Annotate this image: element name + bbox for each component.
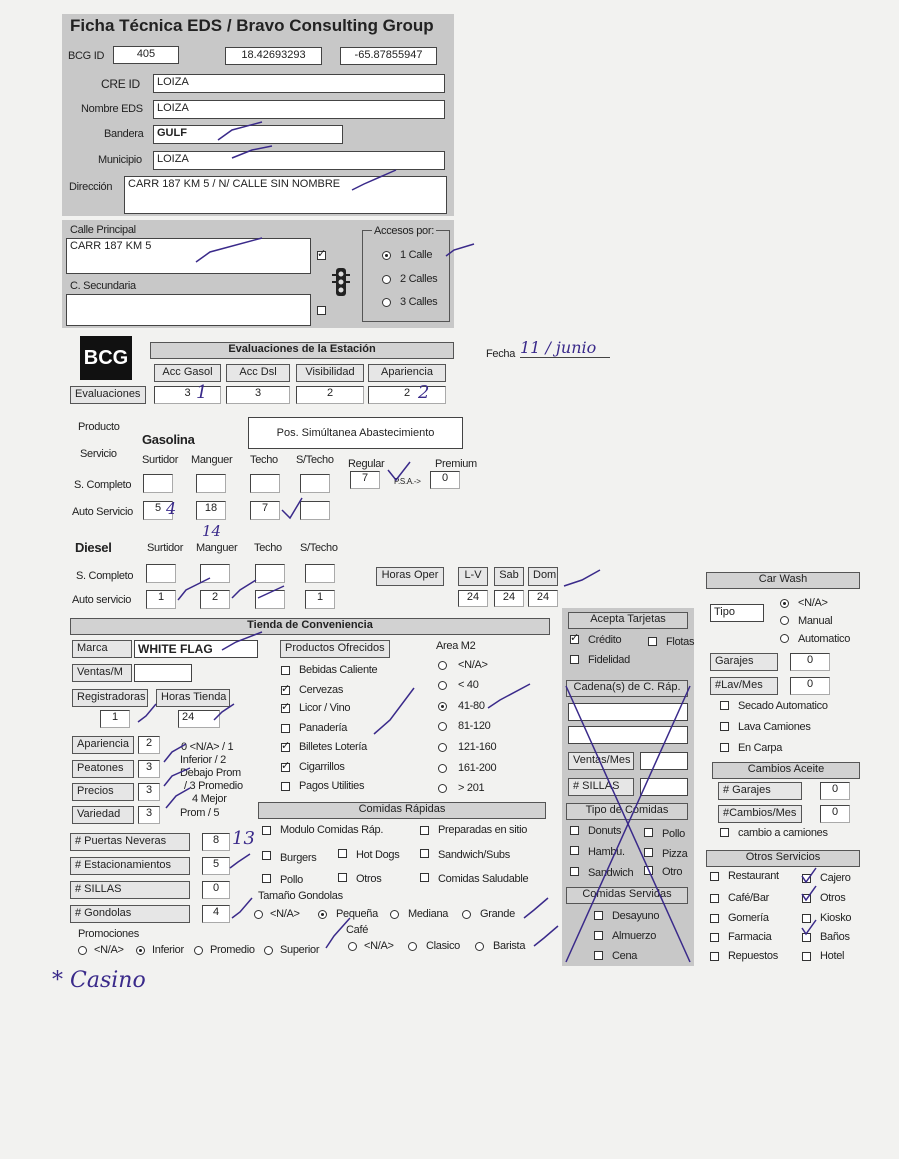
otros-right-label: Baños (820, 931, 850, 943)
calle-principal-check-icon: ✓ (317, 248, 327, 260)
scale-5: Prom / 5 (180, 807, 220, 819)
diesel-auto-stecho[interactable]: 1 (305, 590, 335, 609)
otros-left-checkbox[interactable] (710, 952, 719, 961)
carwash-auto-label: Automatico (798, 633, 851, 645)
productos-header: Productos Ofrecidos (280, 640, 390, 658)
horas-lv-field[interactable]: 24 (458, 590, 488, 607)
nombre-eds-label: Nombre EDS (81, 103, 143, 115)
cadena-ventas-label: Ventas/Mes (568, 752, 634, 770)
otros-right-label: Cajero (820, 872, 851, 884)
cadena-crossed-out-mark (562, 680, 694, 966)
area-label-option: <N/A> (458, 659, 488, 671)
eval-col-visibilidad: Visibilidad (296, 364, 364, 382)
gondolas-label: # Gondolas (70, 905, 190, 923)
gas-col-stecho: S/Techo (296, 454, 334, 466)
calle-secundaria-checkbox[interactable] (317, 306, 326, 315)
municipio-label: Municipio (98, 154, 142, 166)
otros-servicios-header: Otros Servicios (706, 850, 860, 867)
producto-checkbox[interactable] (281, 666, 290, 675)
horas-col-sab: Sab (494, 567, 524, 586)
premium-label: Premium (435, 458, 477, 470)
diesel-completo-label: S. Completo (76, 570, 134, 582)
horas-tienda-label: Horas Tienda (156, 689, 230, 707)
otros-right-checkbox[interactable] (802, 914, 811, 923)
direccion-label: Dirección (69, 181, 113, 193)
tipo-comidas-header: Tipo de Comidas (566, 803, 688, 820)
precios-field[interactable]: 3 (138, 783, 160, 801)
aceite-garajes-field[interactable]: 0 (820, 782, 850, 800)
pollo-checkbox[interactable] (262, 874, 271, 883)
tam-mediana-label: Mediana (408, 908, 449, 920)
diesel-completo-surtidor[interactable] (146, 564, 176, 583)
nombre-eds-field[interactable]: LOIZA (153, 100, 445, 119)
tam-pequena-label: Pequeña (336, 908, 378, 920)
fecha-label: Fecha (486, 348, 516, 360)
marca-label: Marca (72, 640, 132, 658)
form-title: Ficha Técnica EDS / Bravo Consulting Group (70, 16, 434, 35)
accesos-label: Accesos por: (374, 225, 434, 237)
accesos-1-radio[interactable] (382, 251, 391, 260)
promo-na-radio[interactable] (78, 946, 87, 955)
gondolas-field[interactable]: 4 (202, 905, 230, 923)
gas-auto-surtidor-hw: 4 (166, 499, 177, 518)
area-radio[interactable] (438, 702, 447, 711)
producto-label: Panadería (299, 722, 348, 734)
apariencia-label: Apariencia (72, 736, 134, 754)
psa-label: P.S.A.-> (394, 477, 421, 486)
scale-0: 0 <N/A> / 1 (181, 741, 234, 753)
diesel-manguer-hw: 14 (202, 522, 222, 540)
scale-1: Inferior / 2 (180, 754, 226, 766)
tamano-gondolas-label: Tamaño Gondolas (258, 890, 343, 902)
puertas-hw: 13 (232, 828, 255, 849)
producto-checkbox[interactable] (281, 782, 290, 791)
lava-camiones-checkbox[interactable] (720, 722, 729, 731)
sandwich-subs-label: Sandwich/Subs (438, 849, 510, 861)
gas-col-techo: Techo (250, 454, 278, 466)
tam-na-label: <N/A> (270, 908, 300, 920)
eval-acc-gasol-hw: 1 (196, 382, 208, 403)
diesel-col-surtidor: Surtidor (147, 542, 184, 554)
camiones-checkbox[interactable] (720, 828, 729, 837)
pollo-label: Pollo (280, 874, 303, 886)
marca-field[interactable]: WHITE FLAG (134, 640, 258, 658)
otros-left-label: Restaurant (728, 870, 779, 882)
diesel-auto-label: Auto servicio (72, 594, 132, 606)
eval-col-apariencia: Apariencia (368, 364, 446, 382)
desayuno-label: Desayuno (612, 910, 660, 922)
otro-cadena-label: Otro (662, 866, 683, 878)
direccion-field[interactable]: CARR 187 KM 5 / N/ CALLE SIN NOMBRE (124, 176, 447, 214)
horas-sab-field[interactable]: 24 (494, 590, 524, 607)
promo-inferior-radio[interactable] (136, 946, 145, 955)
diesel-col-stecho: S/Techo (300, 542, 338, 554)
bcg-id-label: BCG ID (68, 50, 105, 62)
carwash-manual-radio[interactable] (780, 616, 789, 625)
otros-left-label: Gomería (728, 912, 769, 924)
diesel-auto-surtidor[interactable]: 1 (146, 590, 176, 609)
otros-right-label: Hotel (820, 950, 845, 962)
premium-field[interactable]: 0 (430, 471, 460, 489)
municipio-field[interactable]: LOIZA (153, 151, 445, 170)
tam-grande-radio[interactable] (462, 910, 471, 919)
area-label-option: 161-200 (458, 762, 497, 774)
tienda-header: Tienda de Conveniencia (70, 618, 550, 635)
latitude-field[interactable]: 18.42693293 (225, 47, 322, 65)
gas-completo-techo[interactable] (250, 474, 280, 493)
cena-label: Cena (612, 950, 638, 962)
otros-left-checkbox[interactable] (710, 894, 719, 903)
scale-4: 4 Mejor (192, 793, 227, 805)
modulo-comidas-checkbox[interactable] (262, 826, 271, 835)
comidas-saludable-checkbox[interactable] (420, 873, 429, 882)
calle-secundaria-label: C. Secundaria (70, 280, 136, 292)
cafe-label: Café (346, 924, 369, 936)
gas-auto-manguer[interactable]: 18 (196, 501, 226, 520)
pos-simultanea-box: Pos. Simúltanea Abastecimiento (248, 417, 463, 449)
hotdogs-label: Hot Dogs (356, 849, 400, 861)
promo-superior-radio[interactable] (264, 946, 273, 955)
secado-label: Secado Automatico (738, 700, 828, 712)
preparadas-label: Preparadas en sitio (438, 824, 528, 836)
en-carpa-label: En Carpa (738, 742, 783, 754)
ventas-m-label: Ventas/M (72, 664, 132, 682)
otros-right-checkbox[interactable] (802, 952, 811, 961)
registradoras-field[interactable]: 1 (100, 710, 130, 728)
producto-label: Licor / Vino (299, 702, 351, 714)
otros-left-label: Farmacia (728, 931, 772, 943)
producto-check-icon: ✓ (281, 701, 291, 713)
cafe-barista-radio[interactable] (475, 942, 484, 951)
producto-check-icon: ✓ (281, 760, 291, 772)
accesos-2-label: 2 Calles (400, 273, 438, 285)
fecha-handwritten: 11 / junio (520, 338, 610, 358)
area-label-option: > 201 (458, 782, 485, 794)
casino-note: * Casino (52, 968, 146, 993)
gas-completo-stecho[interactable] (300, 474, 330, 493)
en-carpa-checkbox[interactable] (720, 743, 729, 752)
cafe-clasico-radio[interactable] (408, 942, 417, 951)
otros-left-checkbox[interactable] (710, 914, 719, 923)
regular-field[interactable]: 7 (350, 471, 380, 489)
fidelidad-label: Fidelidad (588, 654, 630, 666)
otros-right-label: Kiosko (820, 912, 852, 924)
carwash-garajes-label: Garajes (710, 653, 778, 671)
aceite-cambios-label: #Cambios/Mes (718, 805, 802, 823)
promo-superior-label: Superior (280, 944, 320, 956)
producto-label: Cigarrillos (299, 761, 345, 773)
calle-principal-label: Calle Principal (70, 224, 136, 236)
otros-right-checkbox[interactable] (802, 894, 811, 903)
producto-label: Bebidas Caliente (299, 664, 378, 676)
gas-auto-stecho[interactable] (300, 501, 330, 520)
producto-check-icon: ✓ (281, 740, 291, 752)
bandera-field[interactable]: GULF (153, 125, 343, 144)
puertas-label: # Puertas Neveras (70, 833, 190, 851)
accesos-3-radio[interactable] (382, 298, 391, 307)
otros-right-label: Otros (820, 892, 846, 904)
diesel-auto-techo[interactable] (255, 590, 285, 609)
tam-na-radio[interactable] (254, 910, 263, 919)
calle-principal-field[interactable]: CARR 187 KM 5 (66, 238, 311, 274)
variedad-label: Variedad (72, 806, 134, 824)
hambu-label: Hambu. (588, 846, 625, 858)
eval-visibilidad-field[interactable]: 2 (296, 386, 364, 404)
diesel-col-manguer: Manguer (196, 542, 238, 554)
otros-left-label: Repuestos (728, 950, 778, 962)
ventas-m-field[interactable] (134, 664, 192, 682)
carwash-lav-label: #Lav/Mes (710, 677, 778, 695)
bcg-id-field[interactable]: 405 (113, 46, 179, 64)
precios-label: Precios (72, 783, 134, 801)
area-radio[interactable] (438, 722, 447, 731)
area-radio[interactable] (438, 661, 447, 670)
cre-id-label: CRE ID (101, 77, 140, 91)
gas-col-manguer: Manguer (191, 454, 233, 466)
eval-col-acc-dsl: Acc Dsl (226, 364, 290, 382)
registradoras-label: Registradoras (72, 689, 148, 707)
variedad-field[interactable]: 3 (138, 806, 160, 824)
gas-completo-label: S. Completo (74, 479, 132, 491)
lava-camiones-label: Lava Camiones (738, 721, 811, 733)
diesel-auto-manguer[interactable]: 2 (200, 590, 230, 609)
carwash-lav-field[interactable]: 0 (790, 677, 830, 695)
gas-col-surtidor: Surtidor (142, 454, 179, 466)
gas-auto-surtidor[interactable]: 5 (143, 501, 173, 520)
longitude-field[interactable]: -65.87855947 (340, 47, 437, 65)
horas-col-lv: L-V (458, 567, 488, 586)
area-radio[interactable] (438, 743, 447, 752)
producto-checkbox[interactable] (281, 724, 290, 733)
cre-id-field[interactable]: LOIZA (153, 74, 445, 93)
horas-dom-field[interactable]: 24 (528, 590, 558, 607)
tarjetas-header: Acepta Tarjetas (568, 612, 688, 629)
carwash-garajes-field[interactable]: 0 (790, 653, 830, 671)
area-label-option: 121-160 (458, 741, 497, 753)
donuts-label: Donuts (588, 825, 622, 837)
diesel-completo-stecho[interactable] (305, 564, 335, 583)
eval-col-acc-gasol: Acc Gasol (154, 364, 221, 382)
gas-completo-surtidor[interactable] (143, 474, 173, 493)
credito-check-icon: ✓ (570, 632, 580, 644)
cadena-sillas-label: # SILLAS (568, 778, 634, 796)
otros-left-checkbox[interactable] (710, 933, 719, 942)
evaluaciones-header: Evaluaciones de la Estación (150, 342, 454, 359)
bcg-logo: BCG (80, 336, 132, 380)
tam-grande-label: Grande (480, 908, 515, 920)
horas-tienda-field[interactable]: 24 (178, 710, 220, 728)
fidelidad-checkbox[interactable] (570, 655, 579, 664)
sandwich-subs-checkbox[interactable] (420, 849, 429, 858)
almuerzo-label: Almuerzo (612, 930, 657, 942)
evaluaciones-row-label: Evaluaciones (70, 386, 146, 404)
puertas-field[interactable]: 8 (202, 833, 230, 851)
promociones-label: Promociones (78, 928, 139, 940)
secado-checkbox[interactable] (720, 701, 729, 710)
traffic-light-icon (330, 266, 352, 298)
aceite-cambios-field[interactable]: 0 (820, 805, 850, 823)
producto-check-icon: ✓ (281, 683, 291, 695)
sandwich-cadena-label: Sandwich (588, 867, 634, 879)
eval-apariencia-field[interactable]: 2 (368, 386, 446, 404)
area-label-option: < 40 (458, 679, 479, 691)
peatones-field[interactable]: 3 (138, 760, 160, 778)
producto-label: Pagos Utilities (299, 780, 365, 792)
accesos-2-radio[interactable] (382, 275, 391, 284)
carwash-manual-label: Manual (798, 615, 833, 627)
accesos-3-label: 3 Calles (400, 296, 438, 308)
aceite-garajes-label: # Garajes (718, 782, 802, 800)
otros-left-checkbox[interactable] (710, 872, 719, 881)
horas-oper-label: Horas Oper (376, 567, 444, 586)
carwash-header: Car Wash (706, 572, 860, 589)
producto-label: Cervezas (299, 684, 344, 696)
gasolina-title: Gasolina (142, 432, 195, 447)
otros-rapidas-label: Otros (356, 873, 382, 885)
pizza-label: Pizza (662, 848, 688, 860)
promo-inferior-label: Inferior (152, 944, 184, 956)
otros-right-checkbox[interactable] (802, 933, 811, 942)
carwash-auto-radio[interactable] (780, 634, 789, 643)
diesel-col-techo: Techo (254, 542, 282, 554)
area-radio[interactable] (438, 764, 447, 773)
area-label-option: 81-120 (458, 720, 491, 732)
cafe-barista-label: Barista (493, 940, 526, 952)
bandera-label: Bandera (104, 128, 144, 140)
carwash-na-radio[interactable] (780, 599, 789, 608)
estac-field[interactable]: 5 (202, 857, 230, 875)
modulo-comidas-label: Modulo Comidas Ráp. (280, 824, 384, 836)
preparadas-checkbox[interactable] (420, 826, 429, 835)
cadena-header: Cadena(s) de C. Ráp. (566, 680, 688, 697)
carwash-tipo-field[interactable]: Tipo (710, 604, 764, 622)
diesel-completo-manguer[interactable] (200, 564, 230, 583)
producto-label: Billetes Lotería (299, 741, 367, 753)
scale-3: / 3 Promedio (184, 780, 243, 792)
horas-col-dom: Dom (528, 567, 558, 586)
accesos-1-label: 1 Calle (400, 249, 433, 261)
otros-right-checkbox[interactable] (802, 874, 811, 883)
otros-left-label: Café/Bar (728, 892, 770, 904)
area-radio[interactable] (438, 681, 447, 690)
area-radio[interactable] (438, 784, 447, 793)
gas-auto-techo[interactable]: 7 (250, 501, 280, 520)
comidas-rapidas-header: Comidas Rápidas (258, 802, 546, 819)
comidas-servidas-header: Comidas Servidas (566, 887, 688, 904)
diesel-title: Diesel (75, 540, 112, 555)
cafe-clasico-label: Clasico (426, 940, 460, 952)
diesel-completo-techo[interactable] (255, 564, 285, 583)
scale-2: Debajo Prom (180, 767, 241, 779)
flotas-label: Flotas (666, 636, 695, 648)
promo-promedio-label: Promedio (210, 944, 255, 956)
producto-label: Producto (78, 421, 120, 433)
camiones-label: cambio a camiones (738, 827, 828, 839)
servicio-label: Servicio (80, 448, 117, 460)
cafe-na-label: <N/A> (364, 940, 394, 952)
tam-pequena-radio[interactable] (318, 910, 327, 919)
promo-na-label: <N/A> (94, 944, 124, 956)
burgers-label: Burgers (280, 852, 317, 864)
regular-label: Regular (348, 458, 385, 470)
gas-auto-label: Auto Servicio (72, 506, 133, 518)
credito-label: Crédito (588, 634, 622, 646)
eval-acc-dsl-field[interactable]: 3 (226, 386, 290, 404)
hotdogs-checkbox[interactable] (338, 849, 347, 858)
sillas-field[interactable]: 0 (202, 881, 230, 899)
promo-promedio-radio[interactable] (194, 946, 203, 955)
calle-secundaria-field[interactable] (66, 294, 311, 326)
gas-completo-manguer[interactable] (196, 474, 226, 493)
eval-apariencia-hw: 2 (418, 382, 430, 403)
area-label-option: 41-80 (458, 700, 485, 712)
area-label: Area M2 (436, 640, 476, 652)
eval-acc-gasol-field[interactable]: 3 (154, 386, 221, 404)
estac-label: # Estacionamientos (70, 857, 190, 875)
cafe-na-radio[interactable] (348, 942, 357, 951)
carwash-na-label: <N/A> (798, 597, 828, 609)
aceite-header: Cambios Aceite (712, 762, 860, 779)
sillas-label: # SILLAS (70, 881, 190, 899)
burgers-checkbox[interactable] (262, 851, 271, 860)
apariencia-field[interactable]: 2 (138, 736, 160, 754)
otros-rapidas-checkbox[interactable] (338, 873, 347, 882)
comidas-saludable-label: Comidas Saludable (438, 873, 529, 885)
peatones-label: Peatones (72, 760, 134, 778)
tam-mediana-radio[interactable] (390, 910, 399, 919)
flotas-checkbox[interactable] (648, 637, 657, 646)
pollo-cadena-label: Pollo (662, 828, 685, 840)
